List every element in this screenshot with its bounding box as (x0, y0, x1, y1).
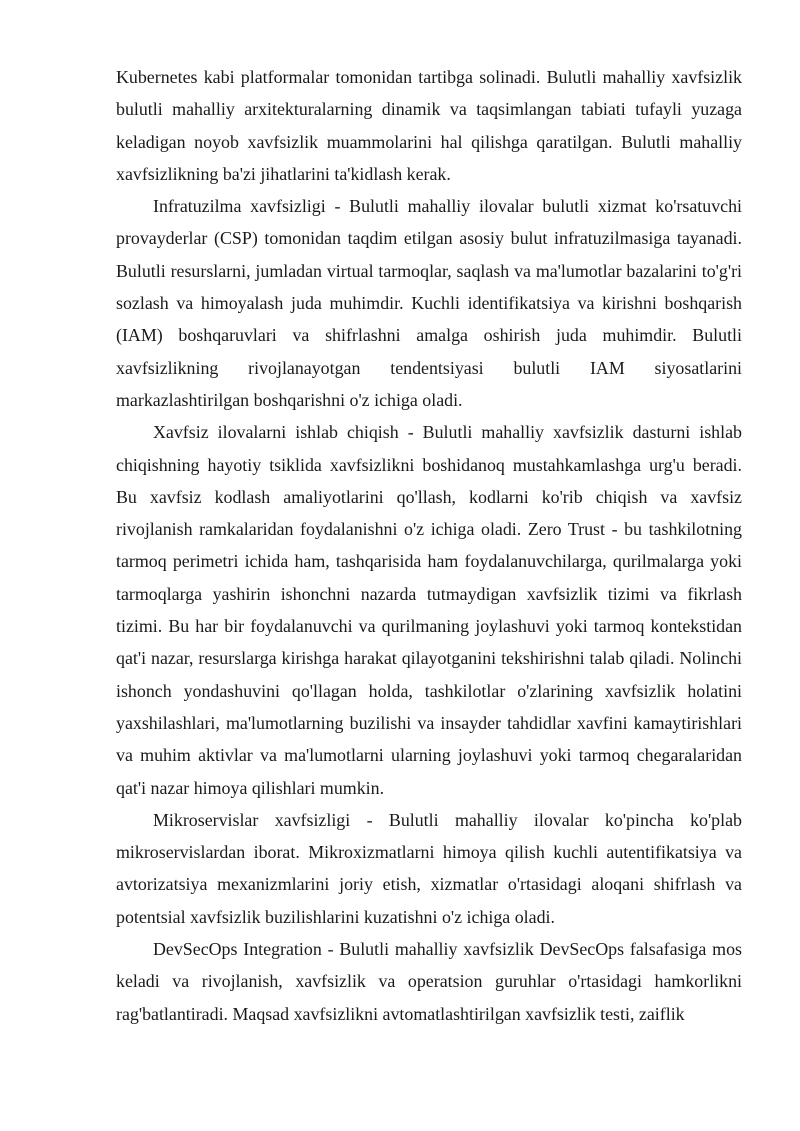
paragraph-devsecops-integration: DevSecOps Integration - Bulutli mahalliy xavfsizlik DevSecOps falsafasiga mos keladi va rivojlanish, xavfsizlik va operatsion guruhlar o'rtasidagi hamkorlikni rag'batlantiradi. Maqsad xavfsizlikni avtomatlashtirilgan xavfsizlik testi, zaiflik (116, 939, 742, 1024)
paragraph-microservices-security: Mikroservislar xavfsizligi - Bulutli mahalliy ilovalar ko'pincha ko'plab mikroservislardan iborat. Mikroxizmatlarni himoya qilish kuchli autentifikatsiya va avtorizatsiya mexanizmlarini joriy etish, xizmatlar o'rtasidagi aloqani shifrlash va potentsial xavfsizlik buzilishlarini kuzatishni o'z ichiga oladi. (116, 809, 742, 927)
paragraph-secure-app-development: Xavfsiz ilovalarni ishlab chiqish - Bulutli mahalliy xavfsizlik dasturni ishlab chiqishning hayotiy tsiklida xavfsizlikni boshidanoq mustahkamlashga urg'u beradi. Bu xavfsiz kodlash amaliyotlarini qo'llash, kodlarni ko'rib chiqish va xavfsiz rivojlanish ramkalaridan foydalanishni o'z ichiga oladi. Zero Trust - bu tashkilotning tarmoq perimetri ichida ham, tashqarisida ham foydalanuvchilarga, qurilmalarga yoki tarmoqlarga yashirin ishonchni nazarda tutmaydigan xavfsizlik tizimi va fikrlash tizimi. Bu har bir foydalanuvchi va qurilmaning joylashuvi yoki tarmoq kontekstidan qat'i nazar, resurslarga kirishga harakat qilayotganini tekshirishni talab qiladi. Nolinchi ishonch yondashuvini qo'llagan holda, tashkilotlar o'zlarining xavfsizlik holatini yaxshilashlari, ma'lumotlarning buzilishi va insayder tahdidlar xavfini kamaytirishlari va muhim aktivlar va ma'lumotlarni ularning joylashuvi yoki tarmoq chegaralaridan qat'i nazar himoya qilishlari mumkin. (116, 422, 742, 798)
paragraph-infrastructure-security: Infratuzilma xavfsizligi - Bulutli mahalliy ilovalar bulutli xizmat ko'rsatuvchi provayderlar (CSP) tomonidan taqdim etilgan asosiy bulut infratuzilmasiga tayanadi. Bulutli resurslarni, jumladan virtual tarmoqlar, saqlash va ma'lumotlar bazalarini to'g'ri sozlash va himoyalash juda muhimdir. Kuchli identifikatsiya va kirishni boshqarish (IAM) boshqaruvlari va shifrlashni amalga oshirish juda muhimdir. Bulutli xavfsizlikning rivojlanayotgan tendentsiyasi bulutli IAM siyosatlarini markazlashtirilgan boshqarishni o'z ichiga oladi. (116, 196, 742, 410)
paragraph-continuation: Kubernetes kabi platformalar tomonidan tartibga solinadi. Bulutli mahalliy xavfsizlik bulutli mahalliy arxitekturalarning dinamik va taqsimlangan tabiati tufayli yuzaga keladigan noyob xavfsizlik muammolarini hal qilishga qaratilgan. Bulutli mahalliy xavfsizlikning ba'zi jihatlarini ta'kidlash kerak. (116, 67, 742, 184)
